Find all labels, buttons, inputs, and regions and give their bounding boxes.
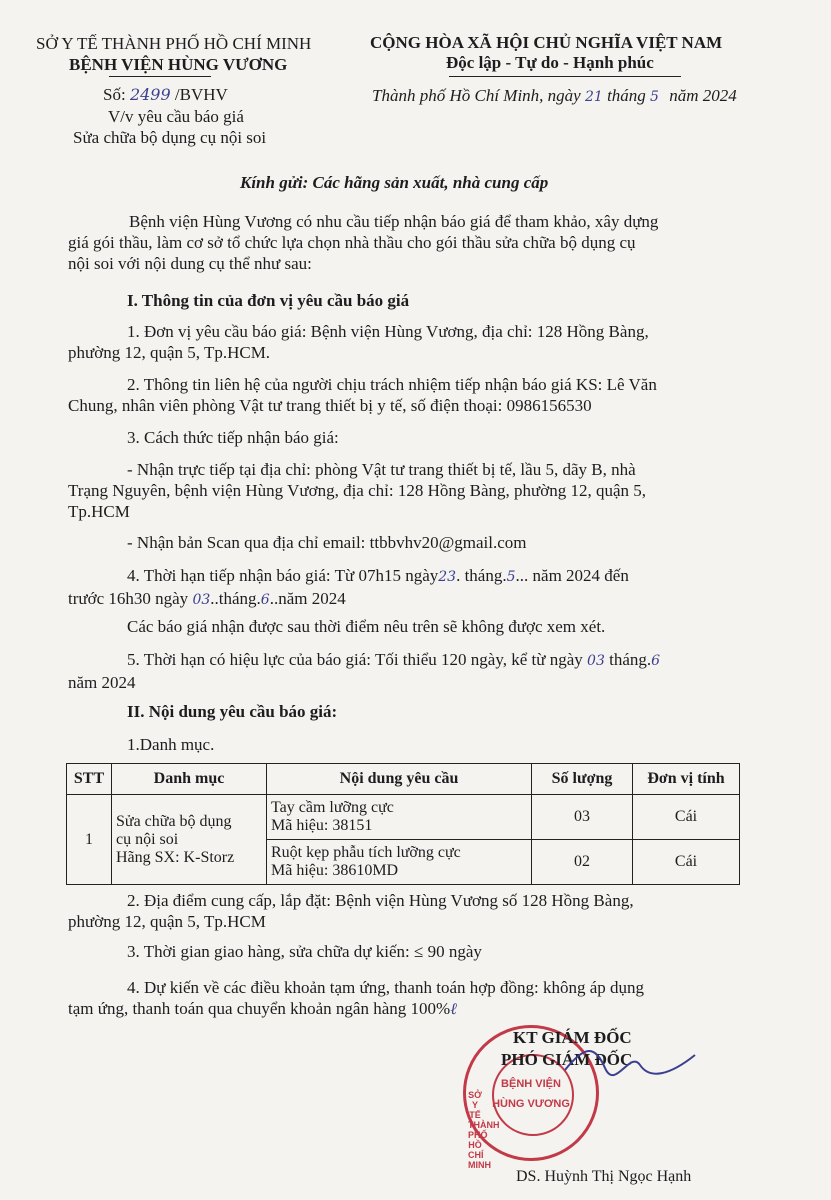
section-1-item-2: 2. Thông tin liên hệ của người chịu trách nhiệm tiếp nhận báo giá KS: Lê Văn Chung, nhân viên phòng Vật tư trang thiết bị y tế, số điện thoại: 0986156530 [68, 375, 657, 415]
section-1-heading: I. Thông tin của đơn vị yêu cầu báo giá [127, 291, 410, 310]
signature-title-2: PHÓ GIÁM ĐỐC [501, 1050, 633, 1069]
republic-title: CỘNG HÒA XÃ HỘI CHỦ NGHĨA VIỆT NAM [370, 33, 723, 52]
list-label: 1.Danh mục. [127, 735, 215, 754]
table-header-row [67, 764, 740, 795]
document-date: Thành phố Hồ Chí Minh, ngày 21 tháng 5 năm 2024 [372, 86, 737, 105]
document-number: Số: 2499 /BVHV [103, 85, 228, 104]
subject-line-1: V/v yêu cầu báo giá [108, 107, 244, 126]
section-1-note: Các báo giá nhận được sau thời điểm nêu trên sẽ không được xem xét. [127, 617, 606, 636]
col-content: Nội dung yêu cầu [267, 764, 532, 795]
signature-title-1: KT GIÁM ĐỐC [513, 1028, 632, 1047]
cell-quantity: 03 [532, 795, 633, 840]
col-unit: Đơn vị tính [633, 764, 740, 795]
section-1-item-4: 4. Thời hạn tiếp nhận báo giá: Từ 07h15 ngày23. tháng.5... năm 2024 đến trước 16h30 ngày 03..tháng.6..năm 2024 [68, 566, 629, 608]
intro-paragraph: Bệnh viện Hùng Vương có nhu cầu tiếp nhận báo giá để tham khảo, xây dựng giá gói thầu, làm cơ sở tổ chức lựa chọn nhà thầu cho gói thầu sửa chữa bộ dụng cụ nội soi với nội dung cụ thể như sau: [68, 212, 659, 273]
col-quantity: Số lượng [532, 764, 633, 795]
section-1-item-5: 5. Thời hạn có hiệu lực của báo giá: Tối thiểu 120 ngày, kể từ ngày 03 tháng.6 năm 2024 [68, 650, 661, 692]
hospital-name: BỆNH VIỆN HÙNG VƯƠNG [69, 55, 288, 74]
cell-unit: Cái [633, 840, 740, 885]
motto: Độc lập - Tự do - Hạnh phúc [446, 53, 654, 72]
section-2-heading: II. Nội dung yêu cầu báo giá: [127, 702, 338, 721]
section-2-item-2: 2. Địa điểm cung cấp, lắp đặt: Bệnh viện Hùng Vương số 128 Hồng Bàng, phường 12, quận 5, Tp.HCM [68, 891, 634, 931]
section-1-item-3a: - Nhận trực tiếp tại địa chỉ: phòng Vật tư trang thiết bị tế, lầu 5, dãy B, nhà Trạng Nguyên, bệnh viện Hùng Vương, địa chỉ: 128 Hồng Bàng, phường 12, quận 5, Tp.HCM [68, 460, 646, 521]
subject-line-2: Sửa chữa bộ dụng cụ nội soi [73, 128, 267, 147]
cell-unit: Cái [633, 795, 740, 840]
signature-scribble [560, 1040, 700, 1080]
stamp-ring-text: SỞ Y TẾ THÀNH PHỐ HỒ CHÍ MINH [468, 1090, 500, 1170]
section-2-item-3: 3. Thời gian giao hàng, sửa chữa dự kiến: ≤ 90 ngày [127, 942, 482, 961]
department-name: SỞ Y TẾ THÀNH PHỐ HỒ CHÍ MINH [36, 34, 312, 53]
motto-underline [449, 76, 681, 77]
col-category: Danh mục [112, 764, 267, 795]
initial-mark: ℓ [450, 999, 457, 1018]
cell-content: Tay cầm lưỡng cực Mã hiệu: 38151 [267, 795, 532, 840]
official-stamp: BỆNH VIỆN HÙNG VƯƠNG SỞ Y TẾ THÀNH PHỐ HỒ CHÍ MINH [463, 1025, 599, 1161]
cell-content: Ruột kẹp phẫu tích lưỡng cực Mã hiệu: 38610MD [267, 840, 532, 885]
table-row [67, 795, 740, 840]
cell-category: Sửa chữa bộ dụng cụ nội soi Hãng SX: K-Storz [112, 795, 267, 885]
header-underline [109, 76, 211, 77]
salutation: Kính gửi: Các hãng sản xuất, nhà cung cấp [240, 173, 549, 192]
section-1-item-3: 3. Cách thức tiếp nhận báo giá: [127, 428, 339, 447]
section-2-item-4: 4. Dự kiến về các điều khoản tạm ứng, thanh toán hợp đồng: không áp dụng tạm ứng, thanh toán qua chuyển khoản ngân hàng 100%ℓ [68, 978, 645, 1018]
cell-quantity: 02 [532, 840, 633, 885]
signer-name: DS. Huỳnh Thị Ngọc Hạnh [516, 1168, 692, 1185]
handwritten-number: 2499 [129, 85, 171, 104]
items-table [66, 763, 740, 885]
col-stt: STT [67, 764, 112, 795]
section-1-item-3b: - Nhận bản Scan qua địa chỉ email: ttbbvhv20@gmail.com [127, 533, 527, 552]
cell-stt: 1 [67, 795, 112, 885]
section-1-item-1: 1. Đơn vị yêu cầu báo giá: Bệnh viện Hùng Vương, địa chỉ: 128 Hồng Bàng, phường 12, quận 5, Tp.HCM. [68, 322, 649, 362]
